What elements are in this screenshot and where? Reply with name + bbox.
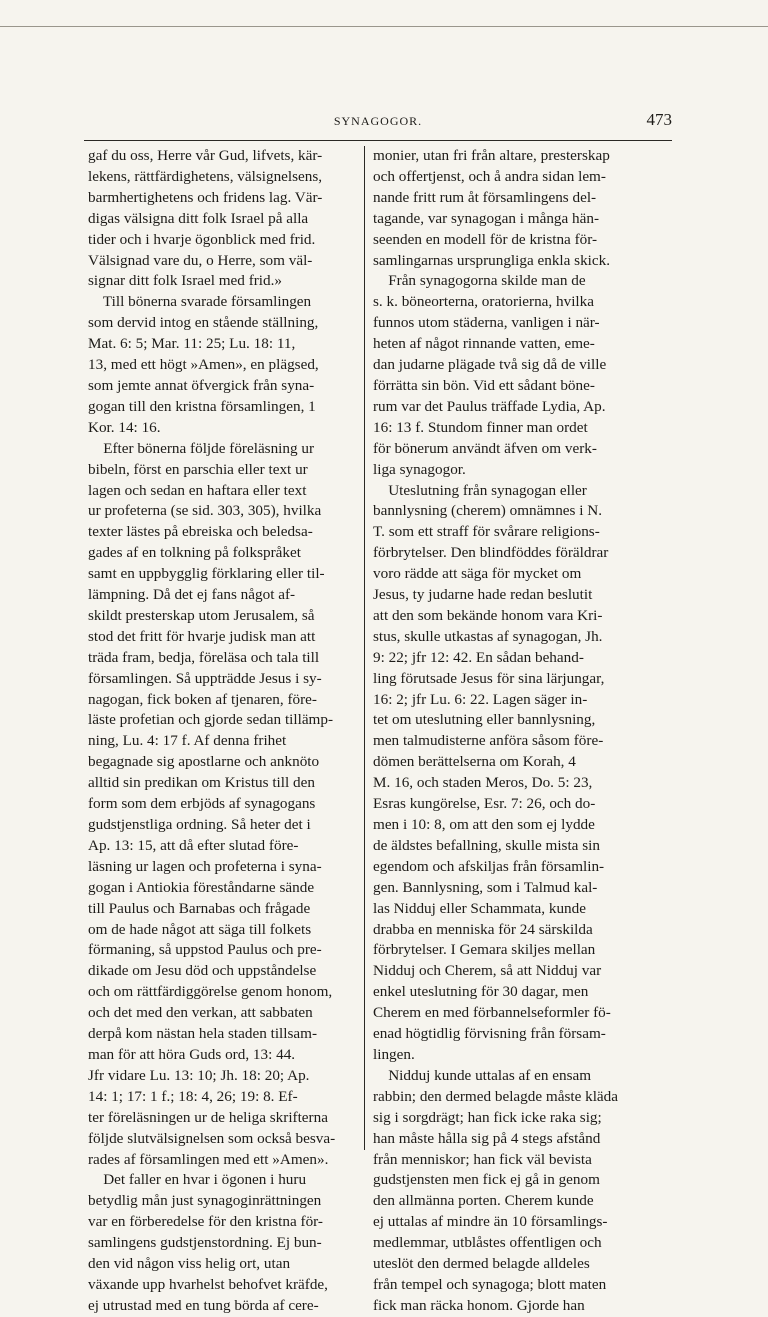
page-number: 473 (646, 110, 672, 129)
column-divider (364, 146, 365, 1150)
left-column-text: gaf du oss, Herre vår Gud, lifvets, kär- lekens, rättfärdighetens, välsignelsens, barmhertighetens och fridens lag. Vär- digas välsigna ditt folk Israel på alla tider och i hvarje ögonblick med frid. Välsignad vare du, o Herre, som väl- signar ditt folk Israel med frid.» Till bönerna svarade församlingen som dervid intog en stående ställning, Mat. 6: 5; Mar. 11: 25; Lu. 18: 11, 13, med ett högt »Amen», en plägsed, som jemte annat öfvergick från syna- gogan till den kristna församlingen, 1 Kor. 14: 16. Efter bönerna följde föreläsning ur bibeln, först en parschia eller text ur lagen och sedan en haftara eller text ur profeterna (se sid. 303, 305), hvilka texter lästes på ebreiska och beledsa- gades af en tolkning på folkspråket samt en uppbygglig förklaring eller til- lämpning. Då det ej fans något af- skildt presterskap utom Jerusalem, så stod det fritt för hvarje judisk man att träda fram, bedja, föreläsa och tala till församlingen. Så uppträdde Jesus i sy- nagogan, fick boken af tjenaren, före- läste profetian och gjorde sedan tillämp- ning, Lu. 4: 17 f. Af denna frihet begagnade sig apostlarne och anknöto alltid sin predikan om Kristus till den form som dem erbjöds af synagogans gudstjenstliga ordning. Så heter det i Ap. 13: 15, att då efter slutad före- läsning ur lagen och profeterna i syna- gogan i Antiokia föreståndarne sände till Paulus och Barnabas och frågade om de hade något att säga till folkets förmaning, så uppstod Paulus och pre- dikade om Jesu död och uppståndelse och om rättfärdiggörelse genom honom, och det med den verkan, att sabbaten derpå kom nästan hela staden tillsam- man för att höra Guds ord, 13: 44. Jfr vidare Lu. 13: 10; Jh. 18: 20; Ap. 14: 1; 17: 1 f.; 18: 4, 26; 19: 8. Ef- ter föreläsningen ur de heliga skrifterna följde slutvälsignelsen som också besva- rades af församlingen med ett »Amen». Det faller en hvar i ögonen i huru betydlig mån just synagoginrättningen var en förberedelse för den kristna för- samlingens gudstjenstordning. Ej bun- den vid någon viss helig ort, utan växande upp hvarhelst behofvet kräfde, ej utrustad med en tung börda af cere- (88, 147, 336, 1314)
scan-top-rule (0, 26, 768, 27)
page-header (84, 110, 672, 134)
right-column-text: monier, utan fri från altare, presterskap och offertjenst, och å andra sidan lem- nande fritt rum åt församlingens del- tagande, var synagogan i många hän- seenden en modell för de kristna för- samlingarnas ursprungliga enkla skick. Från synagogorna skilde man de s. k. böneorterna, oratorierna, hvilka funnos utom städerna, vanligen i när- heten af något rinnande vatten, eme- dan judarne plägade två sig då de ville förrätta sin bön. Vid ett sådant böne- rum var det Paulus träffade Lydia, Ap. 16: 13 f. Stundom finner man ordet för bönerum användt äfven om verk- liga synagogor. Uteslutning från synagogan eller bannlysning (cherem) omnämnes i N. T. som ett straff för svårare religions- förbrytelser. Den blindföddes föräldrar voro rädde att säga för mycket om Jesus, ty judarne hade redan beslutit att den som bekände honom vara Kri- stus, skulle utkastas af synagogan, Jh. 9: 22; jfr 12: 42. En sådan behand- ling förutsade Jesus för sina lärjungar, 16: 2; jfr Lu. 6: 22. Lagen säger in- tet om uteslutning eller bannlysning, men talmudisterne anföra såsom före- dömen berättelserna om Korah, 4 M. 16, och staden Meros, Do. 5: 23, Esras kungörelse, Esr. 7: 26, och do- men i 10: 8, om att den som ej lydde de äldstes befallning, skulle mista sin egendom och afskiljas från församlin- gen. Bannlysning, som i Talmud kal- las Nidduj eller Schammata, kunde drabba en menniska för 24 särskilda förbrytelser. I Gemara skiljes mellan Nidduj och Cherem, så att Nidduj var enkel uteslutning för 30 dagar, men Cherem en med förbannelseformler fö- enad högtidlig förvisning från försam- lingen. Nidduj kunde uttalas af en ensam rabbin; den dermed belagde måste kläda sig i sorgdrägt; han fick icke raka sig; han måste hålla sig på 4 stegs afstånd från menniskor; han fick väl bevista gudstjensten men fick ej gå in genom den allmänna porten. Cherem kunde ej uttalas af mindre än 10 församlings- medlemmar, utblåstes offentligen och uteslöt den dermed belagde alldeles från tempel och synagoga; blott maten fick man räcka honom. Gjorde han (373, 147, 619, 1314)
running-head: SYNAGOGOR. (333, 114, 423, 128)
header-rule (84, 140, 672, 141)
